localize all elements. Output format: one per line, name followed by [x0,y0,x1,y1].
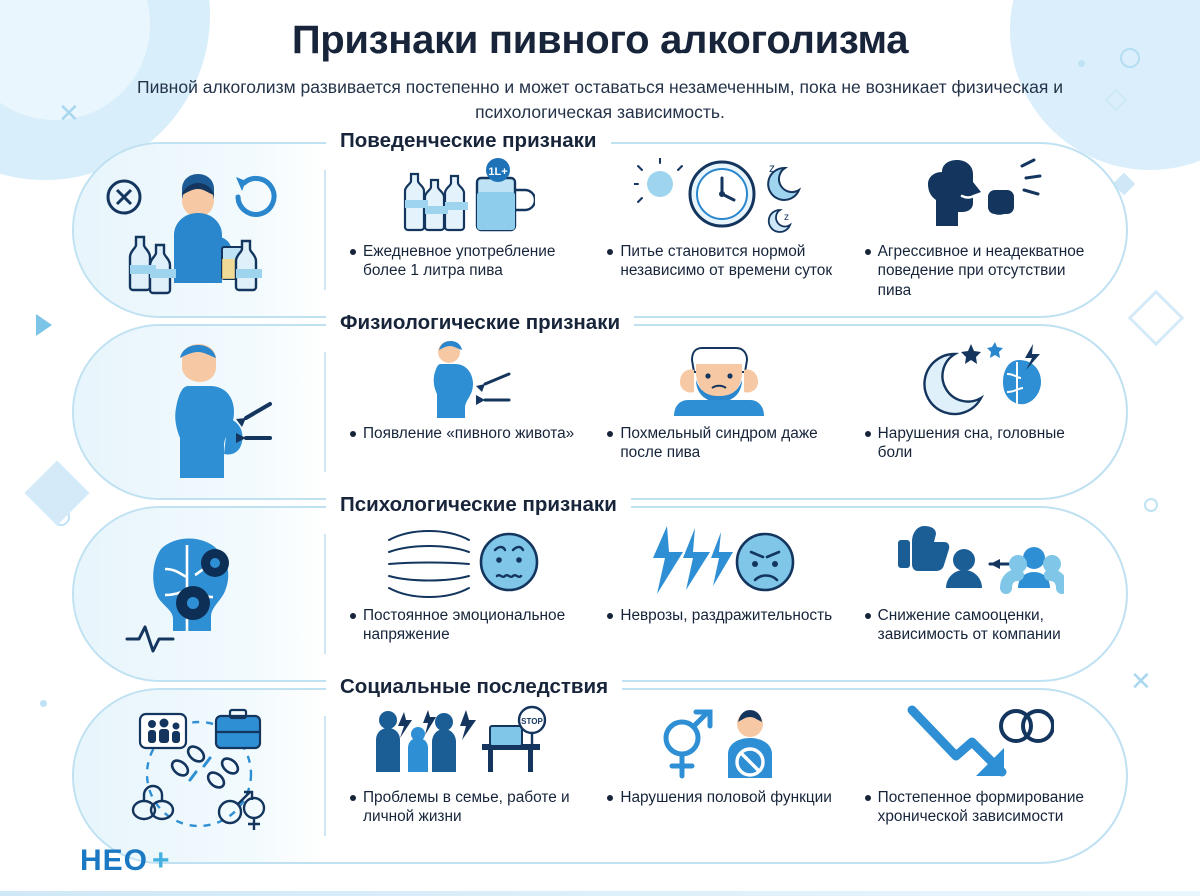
sections-list [0,128,1200,864]
decorative-x-icon: ✕ [1130,666,1152,696]
page-subtitle: Пивной алкоголизм развивается постепенно и может оставаться незамеченным, пока не возникает физическая и психологическая зависимость. [137,77,1063,123]
list-item [593,148,850,316]
section-badge: Поведенческие признаки [326,129,611,153]
bullet [865,795,871,801]
items-behavioral [326,144,1126,316]
moon-stars-brain-insomnia-icon [909,340,1049,418]
bullet [607,795,613,801]
list-item [593,694,850,862]
broken-chain-family-work-icon [104,708,294,843]
bullet [865,613,871,619]
hero-illustration-physiological [74,326,324,498]
list-item [851,148,1108,316]
brand-logo [80,844,170,878]
svg-text:STOP: STOP [520,716,543,726]
bullet [865,249,871,255]
item-label: Постоянное эмоциональное напряжение [363,606,566,644]
hero-illustration-psychological [74,508,324,680]
item-label: Питье становится нормой независимо от времени суток [620,242,833,280]
family-conflict-work-stop-icon [370,704,560,782]
section-badge: Социальные последствия [326,675,622,699]
bullet [865,431,871,437]
tense-lines-worried-face-icon [385,522,545,600]
angry-shouting-man-fist-icon [904,158,1054,236]
item-label: Нарушения половой функции [620,788,832,806]
list-item [593,330,850,498]
down-arrow-chain-links-icon [904,704,1054,782]
hero-illustration-behavioral [74,144,324,316]
footer-divider [0,891,1200,896]
section-behavioral [72,128,1128,318]
item-label: Похмельный синдром даже после пива [620,424,818,462]
page-title: Признаки пивного алкоголизма [291,18,909,62]
bullet [350,431,356,437]
logo-plus-icon: + [152,844,170,877]
svg-text:z: z [769,160,776,175]
svg-text:1L+: 1L+ [488,165,508,178]
header [0,0,1200,126]
bullet [607,613,613,619]
items-physiological [326,326,1126,498]
item-label: Ежедневное употребление более 1 литра пива [363,242,556,280]
bullet [350,249,356,255]
svg-text:z: z [784,211,790,223]
hangover-headache-man-icon [662,340,782,418]
list-item [336,330,593,498]
items-psychological [326,508,1126,680]
list-item [851,512,1108,680]
bullet [350,795,356,801]
section-social [72,674,1128,864]
man-with-belly-side-view-icon [124,342,274,482]
item-label: Нарушения сна, головные боли [877,424,1065,462]
item-label: Появление «пивного живота» [363,424,575,442]
section-psychological [72,492,1128,682]
brain-with-gears-icon [109,529,289,659]
gender-symbols-blocked-person-icon [652,704,792,782]
beer-belly-arrows-icon [405,340,525,418]
decorative-x-icon: ✕ [58,98,80,128]
thumb-down-person-group-icon [894,522,1064,600]
section-badge: Физиологические признаки [326,311,634,335]
beer-bottles-and-liter-mug-icon [395,158,535,236]
bullet [350,613,356,619]
list-item [851,330,1108,498]
items-social [326,690,1126,862]
item-label: Снижение самооценки, зависимость от компании [877,606,1061,644]
item-label: Агрессивное и неадекватное поведение при отсутствии пива [877,242,1085,300]
item-label: Проблемы в семье, работе и личной жизни [363,788,570,826]
lightning-angry-face-icon [647,522,797,600]
item-label: Неврозы, раздражительность [620,606,833,624]
hero-illustration-social [74,690,324,862]
bullet [607,249,613,255]
man-with-beer-bottles-icon [94,165,304,295]
bullet [607,431,613,437]
list-item [593,512,850,680]
item-label: Постепенное формирование хронической зависимости [877,788,1084,826]
list-item [336,512,593,680]
section-badge: Психологические признаки [326,493,631,517]
clock-day-night-icon [634,158,809,236]
list-item [336,694,593,862]
list-item [851,694,1108,862]
logo-text: НЕО [80,844,149,877]
list-item [336,148,593,316]
section-physiological [72,310,1128,500]
